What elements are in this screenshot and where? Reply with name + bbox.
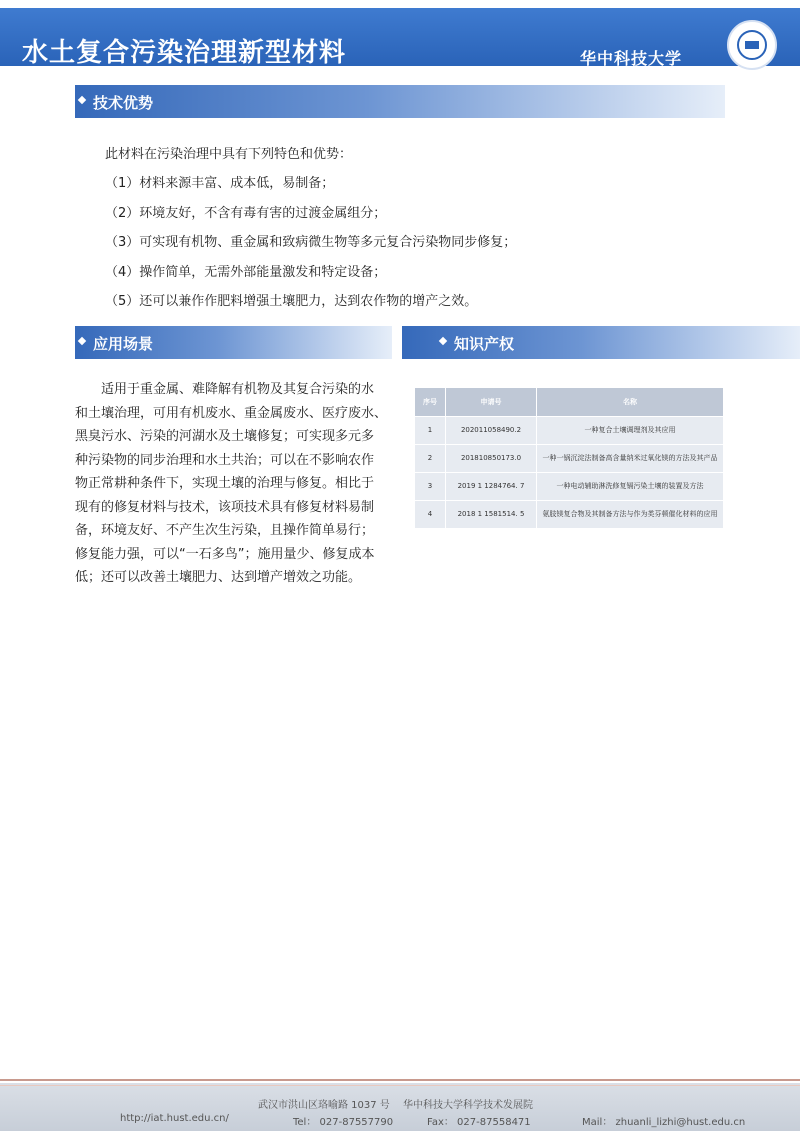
footer-fax: Fax： 027-87558471 [427, 1117, 531, 1128]
application-line: 黑臭污水、污染的河湖水及土壤修复；可实现多元多 [75, 429, 375, 444]
section-title-application: 应用场景 [93, 335, 154, 353]
header-banner [0, 8, 800, 66]
section-title-advantages: 技术优势 [93, 94, 154, 112]
table-row [415, 501, 724, 529]
cell-name: 一种一锅沉淀法制备高含量纳米过氧化镁的方法及其产品 [537, 445, 724, 473]
column-header-app: 申请号 [446, 388, 537, 417]
application-line: 适用于重金属、难降解有机物及其复合污染的水 [101, 382, 375, 397]
advantages-intro: 此材料在污染治理中具有下列特色和优势： [105, 147, 353, 162]
advantage-item: （5）还可以兼作作肥料增强土壤肥力，达到农作物的增产之效。 [105, 294, 478, 309]
application-line: 物正常耕种条件下，实现土壤的治理与修复。相比于 [75, 476, 375, 491]
patent-table [414, 387, 724, 529]
cell-no: 3 [415, 473, 446, 501]
footer-institute: 华中科技大学科学技术发展院 [403, 1100, 533, 1111]
table-row [415, 473, 724, 501]
application-line: 低；还可以改善土壤肥力、达到增产增效之功能。 [75, 570, 362, 585]
diamond-bullet-icon [78, 337, 86, 345]
footer-address: 武汉市洪山区珞喻路 1037 号 [258, 1100, 390, 1111]
cell-no: 1 [415, 417, 446, 445]
section-title-ip: 知识产权 [454, 335, 515, 353]
application-paragraph [75, 378, 395, 590]
diamond-bullet-icon [78, 96, 86, 104]
footer-tel: Tel： 027-87557790 [293, 1117, 394, 1128]
cell-name: 一种复合土壤调理剂及其应用 [537, 417, 724, 445]
footer-url-link[interactable]: http://iat.hust.edu.cn/ [120, 1113, 229, 1124]
page-title: 水土复合污染治理新型材料 [22, 38, 347, 68]
cell-name: 氨肢镁复合物及其制备方法与作为类芬顿催化材料的应用 [537, 501, 724, 529]
application-line: 备，环境友好、不产生次生污染，且操作简单易行； [75, 523, 375, 538]
university-seal-icon [727, 20, 777, 70]
application-line: 修复能力强，可以“一石多鸟”；施用量少、修复成本 [75, 546, 375, 562]
application-line: 种污染物的同步治理和水土共治；可以在不影响农作 [75, 452, 375, 468]
table-row [415, 417, 724, 445]
section-header-application [75, 326, 392, 359]
cell-app: 2018 1 1581514. 5 [446, 501, 537, 529]
cell-app: 202011058490.2 [446, 417, 537, 445]
cell-name: 一种电动辅助淋洗修复镉污染土壤的装置及方法 [537, 473, 724, 501]
diamond-bullet-icon [439, 337, 447, 345]
advantage-item: （3）可实现有机物、重金属和致病微生物等多元复合污染物同步修复； [105, 235, 517, 250]
table-header-row [415, 388, 724, 417]
section-header-ip [402, 326, 800, 359]
cell-no: 2 [415, 445, 446, 473]
cell-no: 4 [415, 501, 446, 529]
footer-divider [0, 1085, 800, 1086]
advantage-item: （1）材料来源丰富、成本低，易制备； [105, 176, 335, 191]
application-line: 和土壤治理，可用有机废水、重金属废水、医疗废水、 [75, 405, 388, 421]
column-header-name: 名称 [537, 388, 724, 417]
column-header-no: 序号 [415, 388, 446, 417]
cell-app: 201810850173.0 [446, 445, 537, 473]
footer-divider [0, 1079, 800, 1081]
section-header-advantages [75, 85, 725, 118]
table-row [415, 445, 724, 473]
footer-mail-link[interactable]: Mail： zhuanli_lizhi@hust.edu.cn [582, 1117, 746, 1128]
university-name: 华中科技大学 [580, 49, 683, 68]
application-line: 现有的修复材料与技术，该项技术具有修复材料易制 [75, 499, 375, 515]
advantage-item: （4）操作简单，无需外部能量激发和特定设备； [105, 265, 387, 280]
cell-app: 2019 1 1284764. 7 [446, 473, 537, 501]
advantage-item: （2）环境友好，不含有毒有害的过渡金属组分； [105, 206, 387, 221]
